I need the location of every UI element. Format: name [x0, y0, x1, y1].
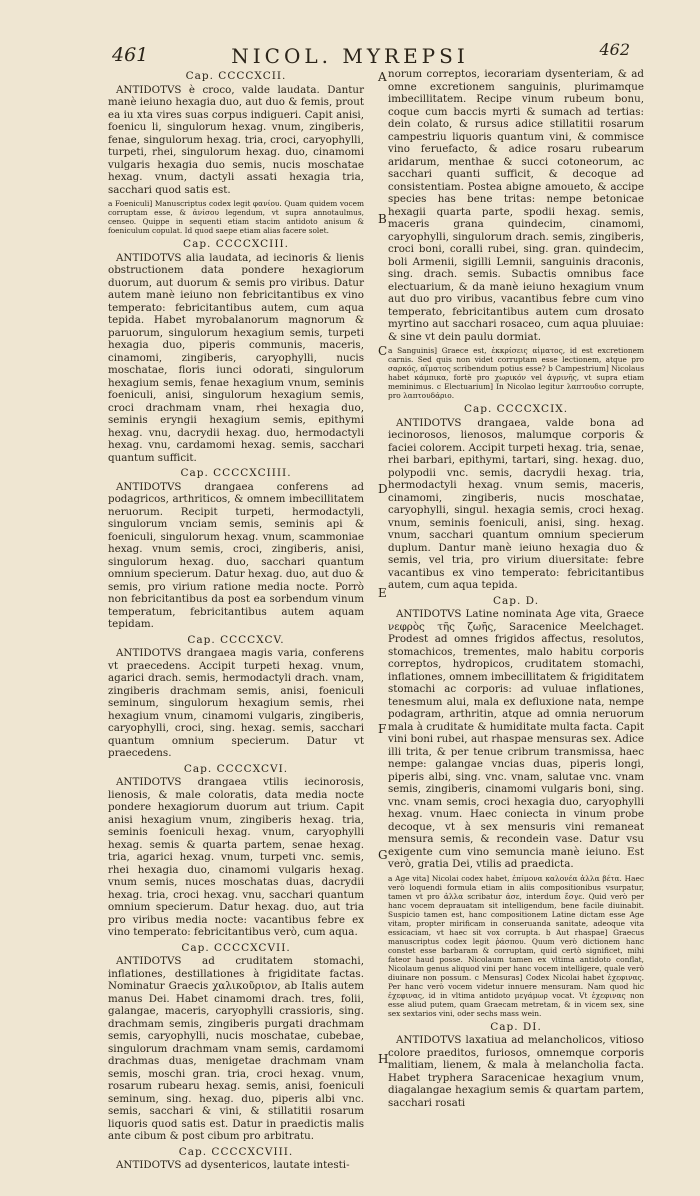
chapter-heading: Cap. CCCCXCVI.: [183, 762, 289, 775]
margin-letter-c: C: [378, 344, 388, 358]
margin-letter-g: G: [378, 848, 388, 862]
margin-letter-d: D: [378, 482, 388, 496]
margin-letter-b: B: [378, 212, 387, 226]
page-number-left: 461: [112, 44, 149, 66]
chapter-heading: Cap. CCCCXCVII.: [181, 941, 291, 954]
page-number-right: 462: [599, 40, 630, 59]
margin-letter-e: E: [378, 586, 387, 600]
right-column: [388, 68, 644, 1112]
annotation: a Sanguinis] Graece est, ἐκκρίσεις αἱματος, id est excretionem carnis. Sed quis non videt corruptam esse lectionem, atque pro σαρκός, αἵματος scribendum potius esse? b Campestrium] Nicolaus habet κάμπικα, fortè pro χωρικόν vel ἀγρινῆς, vt supra etiam meminimus. c Electuarium] In Nicolao legitur λαπτουδιο corrupte, pro λαπτουδάριο.: [388, 346, 644, 400]
chapter-heading: Cap. CCCCXCVIII.: [178, 1145, 294, 1158]
left-column: [108, 68, 364, 1175]
chapter-heading: Cap. DI.: [490, 1020, 542, 1033]
chapter-heading: Cap. CCCCXCII.: [185, 70, 287, 82]
running-title: NICOL. MYREPSI: [231, 44, 469, 68]
chapter-text: ANTIDOTVS laxatiua ad melancholicos, vitioso colore praeditos, furiosos, omnemque corporis malitiam, lienem, & mala à melancholia facta. Habet tryphera Saracenicae hexagium vnum, diagalangae hexagium semis & quartam partem, sacchari rosati: [388, 1034, 644, 1109]
chapter-text: ANTIDOTVS drangaea, valde bona ad iecinorosos, lienosos, malumque corporis & faciei colorem. Accipit turpeti hexag. tria, senae, rhei barbari, epithymi, tartari, sing. hexag. duo, polypodii vnc. semis, dacrydii hexag. tria, hermodactyli hexag. vnum semis, maceris, cinamomi, zingiberis, nucis moschatae, caryophylli, singul. hexagia semis, croci hexag. vnum, seminis foeniculi, anisi, sing. hexag. vnum, sacchari quantum omnium specierum duplum. Dantur manè ieiuno hexagia duo & semis, vel tria, pro virium diuersitate: febre vacantibus ex vino temperato: febricitantibus autem, cum aqua tepida.: [388, 416, 644, 591]
margin-letter-f: F: [378, 722, 387, 736]
chapter-text: ANTIDOTVS drangaea vtilis iecinorosis, lienosis, & male coloratis, data media nocte pondere hexagiorum duorum aut trium. Capit anisi hexagium vnum, zingiberis hexag. tria, seminis foeniculi hexag. vnum, caryophylli hexag. semis & quarta partem, senae hexag. tria, agarici hexag. vnum, turpeti vnc. semis, rhei hexagia duo, cinamomi vulgaris hexag. vnum semis, nuces moschatas duas, dacrydii hexag. tria, croci hexag. vnu, sacchari quantum omnium specierum. Datur hexag. duo, aut tria pro viribus media nocte: vacantibus febre ex vino temperato: febricitantibus verò, cum aqua.: [108, 776, 364, 938]
chapter-text-continued: norum correptos, iecorariam dysenteriam, & ad omne excretionem sanguinis, plurimamque imbecillitatem. Recipe vinum rubeum bonu, coque cum baccis myrti & sumach ad tertias: dein colato, & rursus adice stillatitii rosarum campestriu liquoris quantum vini, & commisce vino feruefacto, & adice rosaru rubearum aridarum, menthae & succi cotoneorum, ac sacchari quanti sufficit, & decoque ad consistentiam. Postea abigne amoueto, & accipe species has bene tritas: nempe betonicae hexagii quarta parte, spodii hexag. semis, maceris grana quindecim, cinamomi, caryophylli, singulorum drach. semis, zingiberis, croci boni, coralli rubei, sing. gran. quindecim, boli Armenii, sigilli Lemnii, sanguinis draconis, sing. drach. semis. Subactis omnibus face electuarium, & da manè ieiuno hexagium vnum aut duo pro viribus, vacantibus febre cum vino temperato, febricitantibus autem cum drosato myrtino aut sacchari rosaceo, cum aqua pluuiae: & sine vt dein paulu dormiat.: [388, 68, 644, 343]
chapter-text: ANTIDOTVS alia laudata, ad iecinoris & lienis obstructionem data pondere hexagiorum duorum, aut duorum & semis pro viribus. Datur autem manè ieiuno non febricitantibus ex vino temperato: febricitantibus autem, cum aqua tepida. Habet myrobalanorum magnorum & paruorum, singulorum hexagium semis, turpeti hexagia duo, piperis communis, maceris, cinamomi, zingiberis, caryophylli, nucis moschatae, floris iunci odorati, singulorum hexagium semis, fenae hexagium vnum, seminis foeniculi, anisi, singulorum hexagium semis, croci drachmam vnam, rhei hexagia duo, seminis eryngii hexagium semis, epithymi hexag. vnu, dacrydii hexag. duo, hermodactyli hexag. vnu, cardamomi hexag. semis, sacchari quantum sufficit.: [108, 251, 364, 464]
chapter-text: ANTIDOTVS drangaea conferens ad podagricos, arthriticos, & omnem imbecillitatem neruorum. Recipit turpeti, hermodactyli, singulorum vnciam semis, seminis api & foeniculi, singulorum hexag. vnum, scammoniae hexag. vnum semis, croci, zingiberis, anisi, singulorum hexag. duo, sacchari quantum omnium specierum. Datur hexag. duo, aut duo & semis, pro virium ratione media nocte. Porrò non febricitantibus da post ea sorbendum vinum temperatum, febricitantibus autem aquam tepidam.: [108, 480, 364, 630]
chapter-heading: Cap. CCCCXCIIII.: [180, 467, 292, 479]
chapter-heading: Cap. CCCCXCIII.: [183, 238, 289, 250]
chapter-text: ANTIDOTVS ad cruditatem stomachi, inflationes, destillationes à frigiditate factas. Nominatur Graecis χαλικοῦριον, ab Italis autem manus Dei. Habet cinamomi drach. tres, folii, galangae, maceris, caryophylli crassioris, sing. drachmam semis, zingiberis purgati drachmam semis, caryophylli, nucis moschatae, cubebae, singulorum drachmam vnam semis, cardamomi drachmas duas, menigetae drachmam vnam semis, moschi gran. tria, croci hexag. vnum, rosarum rubearu hexag. semis, anisi, foeniculi seminum, sing. hexag. duo, piperis albi vnc. semis, sacchari & vini, & stillatitii rosarum liquoris quod satis est. Datur in praedictis malis ante cibum & post cibum pro arbitratu.: [108, 955, 364, 1142]
chapter-text: ANTIDOTVS ad dysentericos, lautate intesti-: [116, 1159, 350, 1171]
page-header: [0, 30, 700, 70]
chapter-text: ANTIDOTVS drangaea magis varia, conferens vt praecedens. Accipit turpeti hexag. vnum, agarici drach. semis, hermodactyli drach. vnam, zingiberis drachmam semis, anisi, foeniculi seminum, singulorum hexagium semis, rhei hexagium vnum, cinamomi vulgaris, zingiberis, caryophylli, croci, sing. hexag. semis, sacchari quantum omnium specierum. Datur vt praecedens.: [108, 647, 364, 759]
chapter-heading: Cap. D.: [492, 594, 540, 607]
annotation: a Age vita] Nicolai codex habet, ἐπίμονα καλονέα ἀλλα βέτα. Haec verò loquendi formula etiam in aliis compositionibus vsurpatur, tamen vt pro ἀλλα scribatur ἀσε, interdum ἔσγε. Quid verò per hanc vocem deprauatam sit intelligendum, bene facile diuinabit. Suspicio tamen est, hanc compositionem Latine dictam esse Age vitam, propter mirificam in conseruanda sanitate, adeoque vita essicaciam, vt haec sit vox corrupta. b Aut rhaspae] Graecus manuscriptus codex legit ῥάσπου. Quum verò dictionem hanc constet esse barbaram & corruptam, quid certò significet, mihi fateor haud posse. Nicolaum tamen ex vltima antidoto conflat, Nicolaum genus aliquod vini per hanc vocem intelligere, quale verò diuinare non possum. c Mensuras] Codex Nicolai habet ἐχεφινας. Per hanc verò vocem videtur innuere mensuram. Nam quod hic ἐχεφινας, id in vltima antidoto μεγάμωρ vocat. Vt ἐχεφινας non esse aliud putem, quam Graecam metretam, & in vicem sex, sine sex sextarios vini, oder sechs mass wein.: [388, 873, 644, 1018]
chapter-heading: Cap. CCCCXCIX.: [463, 403, 569, 415]
chapter-text: ANTIDOTVS è croco, valde laudata. Dantur manè ieiuno hexagia duo, aut duo & femis, prout ea iu xta vires suas corpus indigueri. Capit anisi, foenicu li, singulorum hexag. vnum, zingiberis, fenae, singulorum hexag. tria, croci, caryophylli, turpeti, rhei, singulorum hexag. duo, cinamomi vulgaris hexagia duo semis, nucis moschatae hexag. vnum, dactyli assati hexagia tria, sacchari quod satis est.: [108, 83, 364, 196]
annotation: a Foeniculi] Manuscriptus codex legit φανίου. Quam quidem vocem corruptam esse, & ἀνίσου legendum, vt supra annotaulmus, censeo. Quippe in sequenti etiam stacim antidoto anisum & foeniculum copulat. Id quod saepe etiam alias facere solet.: [108, 199, 364, 235]
margin-letter-h: H: [378, 1052, 389, 1066]
chapter-text: ANTIDOTVS Latine nominata Age vita, Graece νεφρὸς τῆς ζωῆς, Saracenice Meelchaget. Prodest ad omnes frigidos affectus, resolutos, stomachicos, trementes, malo habitu corporis correptos, hydropicos, cruditatem stomachi, inflationes, omnem imbecillitatem & frigiditatem stomachi ac corporis: ad vuluae inflationes, tenesmum alui, mala ex defluxione nata, nempe podagram, arthritin, atque ad omnia neruorum mala à cruditate & humiditate multa facta. Capit vini boni rubei, aut rhaspae mensuras sex. Adice illi trita, & per tenue cribrum transmissa, haec nempe: galangae vncias duas, piperis longi, piperis albi, sing. vnc. vnam, salutae vnc. vnam semis, zingiberis, cinamomi vulgaris boni, sing. vnc. vnam semis, croci hexagia duo, caryophylli hexag. vnum. Haec coniecta in vinum probe decoque, vt à sex mensuris vini remaneat mensura semis, & recondein vase. Datur vsu exigente cum vino semuncia manè ieiuno. Est verò, gratia Dei, vtilis ad praedicta.: [388, 608, 644, 870]
margin-letter-a: A: [378, 70, 387, 84]
chapter-heading: Cap. CCCCXCV.: [187, 633, 285, 646]
